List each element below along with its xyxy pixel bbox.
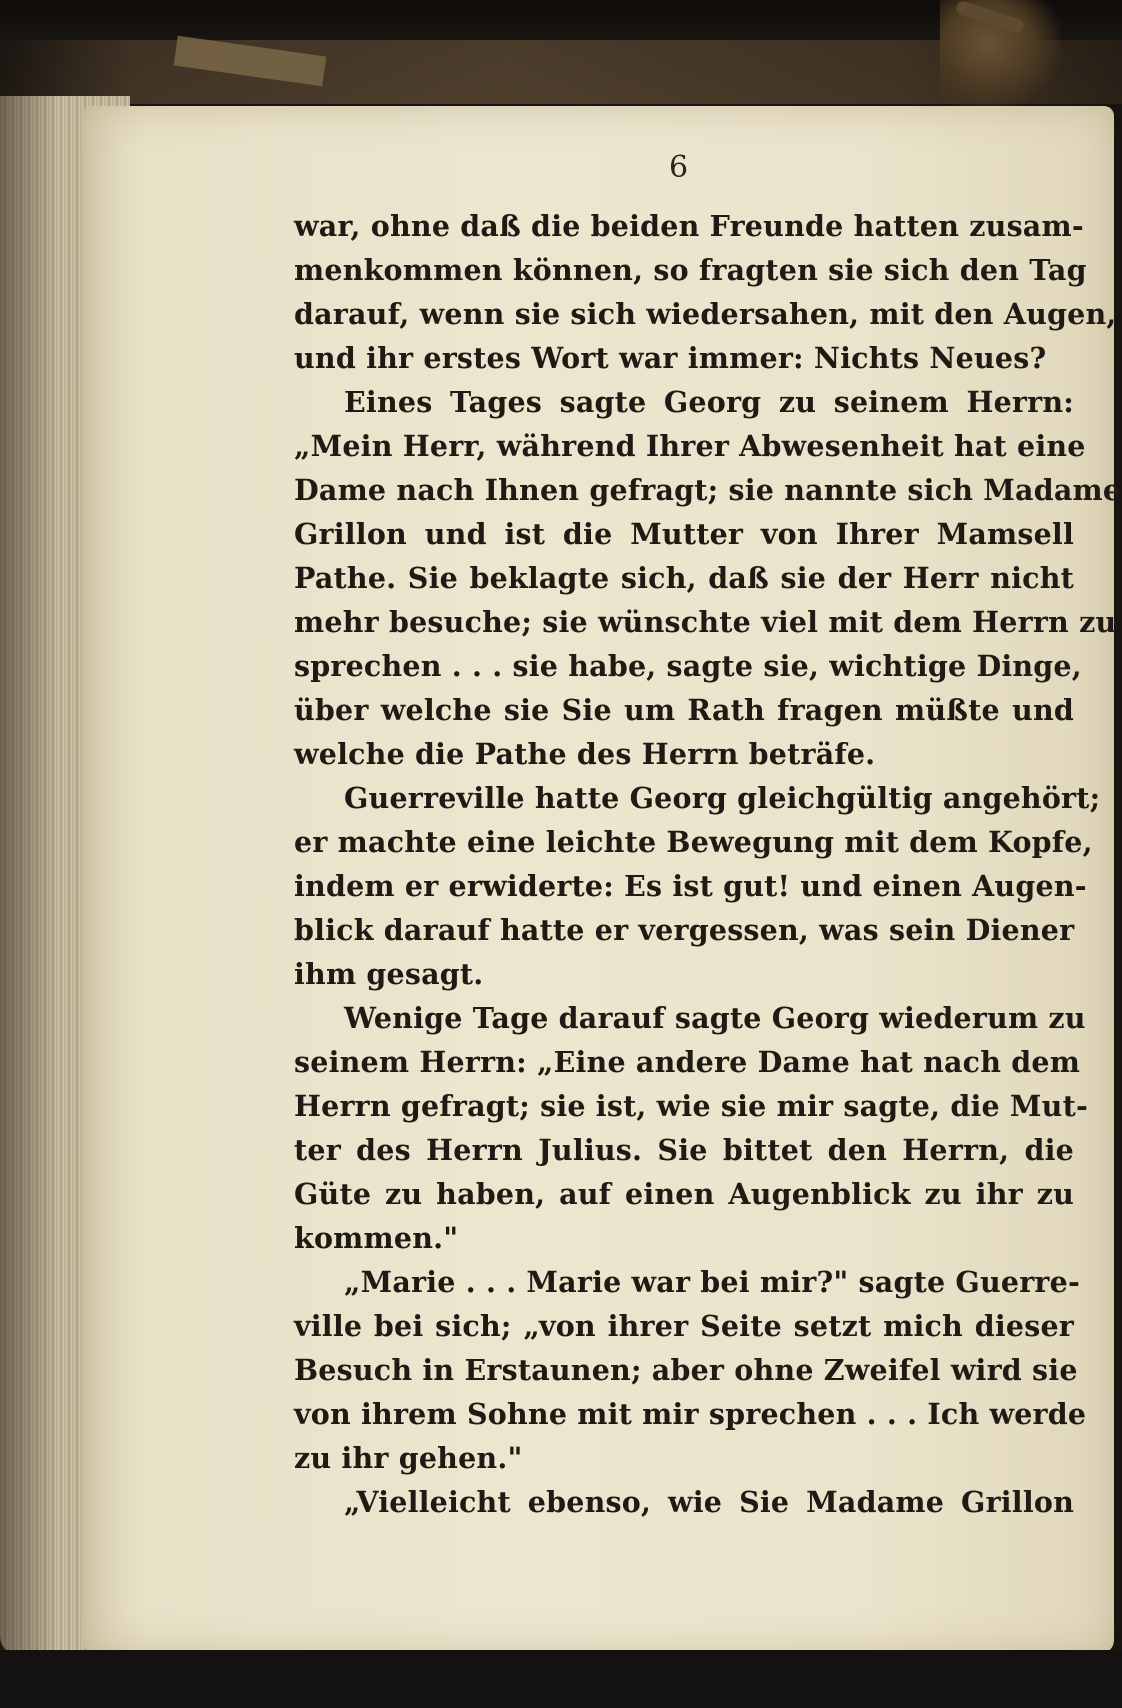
text-line: „Marie . . . Marie war bei mir?" sagte Guerre- [344,1265,1081,1299]
text-line: Guerreville hatte Georg gleichgültig angehört; [344,781,1101,815]
text-line: darauf, wenn sie sich wiedersahen, mit den Augen, [294,297,1117,331]
text-line: Güte zu haben, auf einen Augenblick zu ihr zu [294,1177,1074,1211]
text-line: Wenige Tage darauf sagte Georg wiederum zu [344,1001,1086,1035]
text-line: sprechen . . . sie habe, sagte sie, wichtige Dinge, [294,649,1082,683]
page-number: 6 [669,150,689,185]
page-stack-shadow [0,96,60,1656]
text-line: Pathe. Sie beklagte sich, daß sie der Herr nicht [294,561,1074,595]
text-line: welche die Pathe des Herrn beträfe. [294,737,876,771]
text-line: war, ohne daß die beiden Freunde hatten zusam- [294,209,1084,243]
text-line: er machte eine leichte Bewegung mit dem Kopfe, [294,825,1093,859]
text-line: Dame nach Ihnen gefragt; sie nannte sich Madame [294,473,1122,507]
text-line: „Mein Herr, während Ihrer Abwesenheit hat eine [294,429,1086,463]
text-line: ihm gesagt. [294,957,484,991]
text-line: von ihrem Sohne mit mir sprechen . . . Ich werde [294,1397,1087,1431]
text-line: ter des Herrn Julius. Sie bittet den Herrn, die [294,1133,1074,1167]
text-line: menkommen können, so fragten sie sich den Tag [294,253,1087,287]
text-line: mehr besuche; sie wünschte viel mit dem Herrn zu [294,605,1117,639]
text-line: ville bei sich; „von ihrer Seite setzt mich dieser [294,1309,1074,1343]
text-line: Eines Tages sagte Georg zu seinem Herrn: [344,385,1074,419]
text-line: und ihr erstes Wort war immer: Nichts Neues? [294,341,1047,375]
text-line: blick darauf hatte er vergessen, was sein Diener [294,913,1075,947]
text-line: „Vielleicht ebenso, wie Sie Madame Grillon [344,1485,1074,1519]
text-line: Grillon und ist die Mutter von Ihrer Mamsell [294,517,1074,551]
text-line: Besuch in Erstaunen; aber ohne Zweifel wird sie [294,1353,1078,1387]
text-line: seinem Herrn: „Eine andere Dame hat nach dem [294,1045,1081,1079]
page-text [294,204,1122,1524]
text-line: Herrn gefragt; sie ist, wie sie mir sagte, die Mut- [294,1089,1088,1123]
text-line: zu ihr gehen." [294,1441,523,1475]
text-line: kommen." [294,1221,459,1255]
book-bottom-shadow [0,1650,1122,1708]
text-line: indem er erwiderte: Es ist gut! und einen Augen- [294,869,1087,903]
text-line: über welche sie Sie um Rath fragen müßte und [294,693,1074,727]
